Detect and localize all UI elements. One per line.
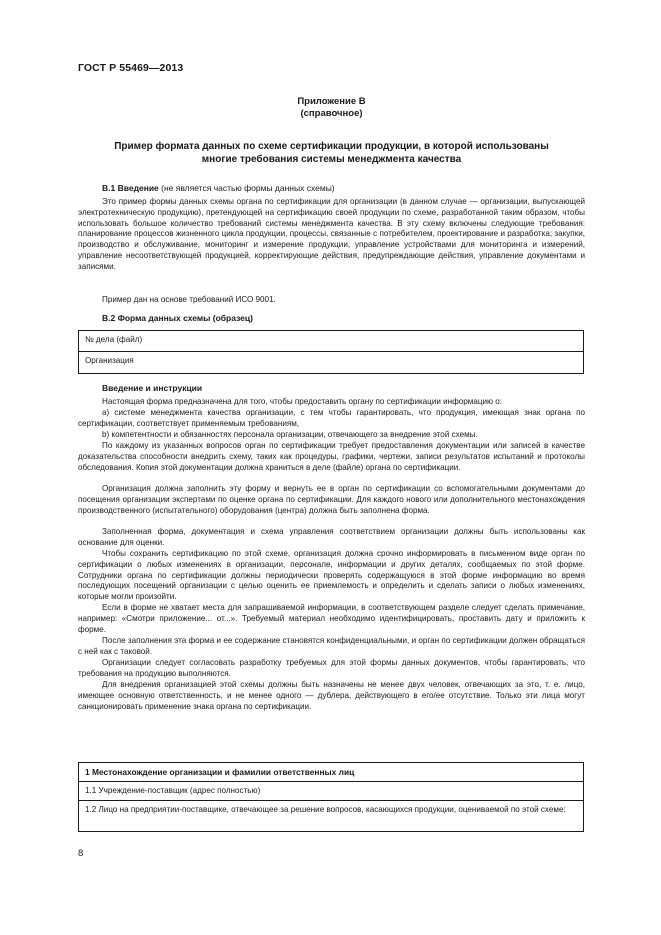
table-section-1-title: 1 Местонахождение организации и фамилии ответственных лиц bbox=[79, 763, 583, 782]
table-row-supplier-address[interactable]: 1.1 Учреждение-поставщик (адрес полностью) bbox=[79, 782, 583, 801]
instructions-para: Заполненная форма, документация и схема управления соответствием организации должны быть использованы как основание для оценки. bbox=[78, 527, 585, 547]
table-row-responsible-person[interactable]: 1.2 Лицо на предприятии-поставщике, отвечающее за решение вопросов, касающихся продукции, оцениваемой по этой схеме: bbox=[85, 805, 566, 814]
section-b2-heading-text: В.2 Форма данных схемы (образец) bbox=[102, 313, 253, 323]
document-number: ГОСТ Р 55469—2013 bbox=[78, 62, 184, 74]
page-number: 8 bbox=[78, 848, 84, 859]
section-b1-para1: Это пример формы данных схемы органа по сертификации для организации (в данном случае — организации, выпускающей электротехническую продукцию), претендующей на сертификацию своей продукции по схеме, разработанной таким образом, чтобы использовать большое количество требований системы менеджмента качества. В эту схему включены следующие требования: планирование процессов жизненного цикла продукции, процессы, связанные с потребителем, проектирование и разработка; закупки, производство и обслуживание, мониторинг и измерение продукции, управление устройствами для мониторинга и измерений, управление несоответствующей продукцией, корректирующие действия, предупреждающие действия, управление документами и записями. bbox=[78, 197, 585, 271]
instructions-para: По каждому из указанных вопросов орган по сертификации требует предоставления документации или записей в качестве доказательства способности внедрить схему, таких как процедуры, графики, чертежи, записи результатов испытаний и протоколы обследования. Копия этой документации должна храниться в деле (файле) органа по сертификации. bbox=[78, 441, 585, 472]
form-field-organization[interactable]: Организация bbox=[85, 356, 134, 365]
instructions-para: Организация должна заполнить эту форму и вернуть ее в орган по сертификации со вспомогательными документами до посещения организации экспертами по оценке органа по сертификации. Для каждого нового или дополнительного местонахождения производственного (испытательного) оборудования (центра) должна быть заполнена форма. bbox=[78, 484, 585, 515]
instructions-heading bbox=[102, 383, 202, 394]
instructions-para: Настоящая форма предназначена для того, чтобы предоставить органу по сертификации информацию о: bbox=[102, 397, 503, 406]
annex-title: Приложение В bbox=[297, 96, 366, 107]
annex-note: (справочное) bbox=[300, 108, 363, 119]
instructions-para: Если в форме не хватает места для запрашиваемой информации, в соответствующем разделе следует сделать примечание, например: «Смотри приложение... от...». Требуемый материал необходимо идентифицировать, проставить дату и приложить к форме. bbox=[78, 603, 585, 634]
instructions-para: Для внедрения организацией этой схемы должны быть назначены не менее двух человек, отвечающих за это, т. е. лицо, имеющее основную ответственность, и не менее одного — дублера, действующего в его/ее отсутствие. Только эти лица могут санкционировать применение знака органа по сертификации. bbox=[78, 680, 585, 711]
form-header-box bbox=[78, 330, 584, 374]
instructions-para: b) компетентности и обязанностях персонала организации, отвечающего за внедрение этой схемы. bbox=[102, 430, 478, 439]
section-b1-heading-bold: В.1 Введение bbox=[102, 183, 159, 193]
section-b1-heading bbox=[102, 183, 335, 194]
instructions-heading-text: Введение и инструкции bbox=[102, 383, 203, 393]
section-b1-para2: Пример дан на основе требований ИСО 9001. bbox=[102, 295, 276, 304]
main-title: Пример формата данных по схеме сертификации продукции, в которой использованы многие требования системы менеджмента качества bbox=[114, 141, 549, 165]
instructions-para: Чтобы сохранить сертификацию по этой схеме, организация должна срочно информировать в письменном виде орган по сертификации о любых изменениях в организации, персонале, информации и других деталях, сообщаемых по этой форме. Сотрудники органа по сертификации должны периодически проверять содержащуюся в этой форме информацию во время последующих посещений организации с целью оценить ее приемлемость и определить и сделать записи о любых изменениях, которые могли произойти. bbox=[78, 549, 585, 602]
form-field-case-number[interactable]: № дела (файл) bbox=[79, 331, 583, 352]
instructions-para: После заполнения эта форма и ее содержание становятся конфиденциальными, и орган по сертификации должен обращаться с ней как с таковой. bbox=[78, 636, 585, 656]
section-b1-heading-rest: (не является частью формы данных схемы) bbox=[158, 183, 335, 193]
instructions-para: а) системе менеджмента качества организации, с тем чтобы гарантировать, что продукция, имеющая знак органа по сертификации, соответствует применяемым требованиям, bbox=[78, 408, 585, 428]
table-section-1 bbox=[78, 762, 584, 832]
section-b2-heading bbox=[102, 313, 253, 324]
instructions-para: Организации следует согласовать разработку требуемых для этой формы данных документов, чтобы гарантировать, что требования на продукцию выполняются. bbox=[78, 658, 585, 678]
